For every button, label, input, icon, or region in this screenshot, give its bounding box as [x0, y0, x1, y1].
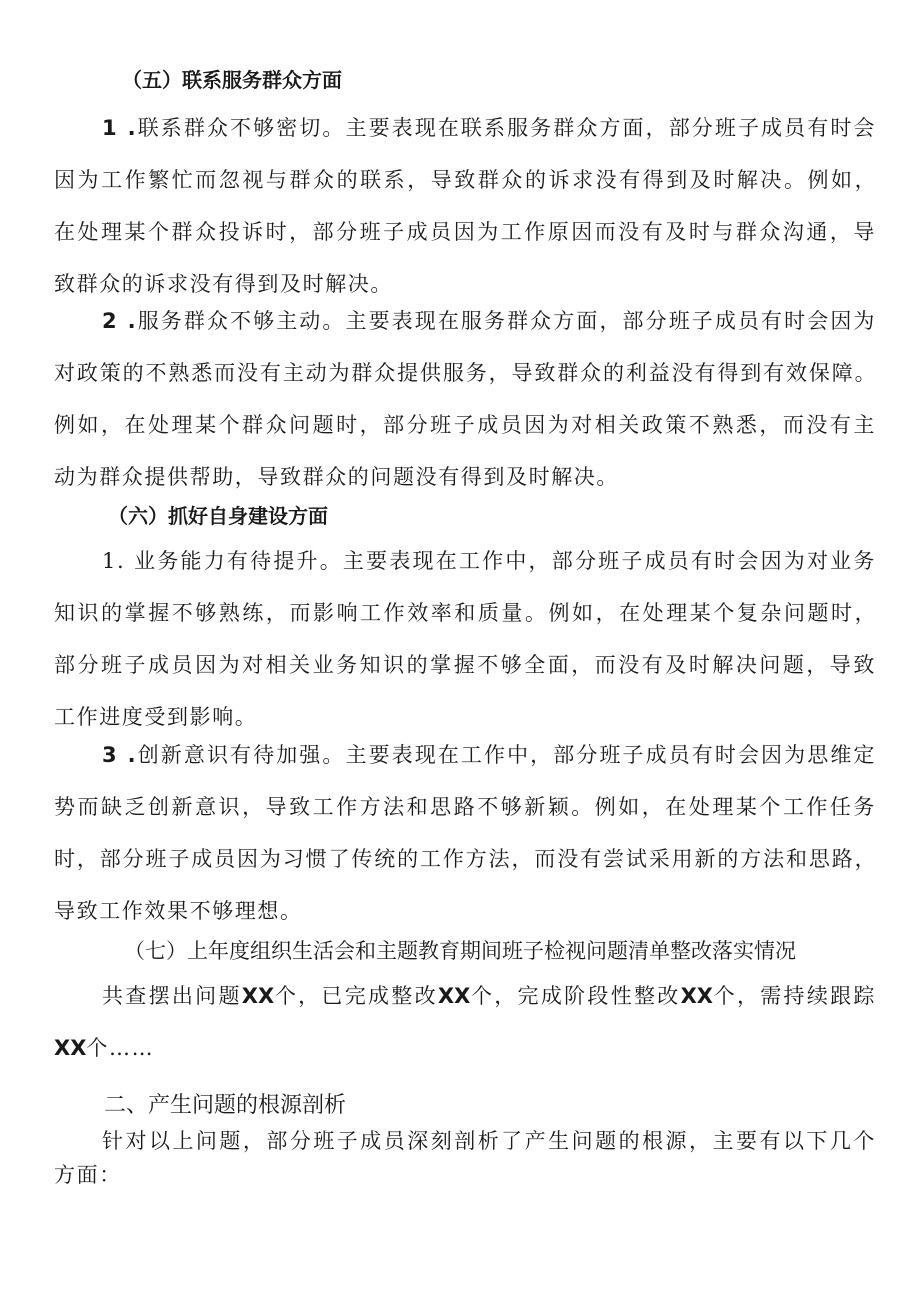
paragraph-line: 对政策的不熟悉而没有主动为群众提供服务，导致群众的利益没有得到有效保障。: [54, 361, 876, 385]
paragraph-3: [54, 548, 876, 756]
paragraph-line: 3 .创新意识有待加强。主要表现在工作中，部分班子成员有时会因为思维定: [102, 743, 877, 767]
paragraph-line: 在处理某个群众投诉时，部分班子成员因为工作原因而没有及时与群众沟通，导: [54, 220, 876, 244]
item-number: 1 .: [102, 116, 138, 140]
item-number: 2 .: [102, 309, 138, 333]
paragraph-line: 1. 业务能力有待提升。主要表现在工作中，部分班子成员有时会因为对业务: [102, 549, 876, 573]
paragraph-4: [54, 742, 876, 950]
paragraph-line: 工作进度受到影响。: [54, 705, 258, 729]
heading-section-6: （六）抓好自身建设方面: [108, 504, 328, 528]
paragraph-line: 2 .服务群众不够主动。主要表现在服务群众方面，部分班子成员有时会因为: [102, 309, 877, 333]
item-number: 3 .: [102, 743, 138, 767]
section-2-title: 二、产生问题的根源剖析: [104, 1093, 347, 1118]
paragraph-1: [54, 115, 876, 323]
paragraph-2: [54, 308, 876, 516]
paragraph-line: 针对以上问题，部分班子成员深刻剖析了产生问题的根源，主要有以下几个: [102, 1129, 876, 1153]
count-placeholder: XX: [680, 984, 713, 1008]
paragraph-line: 知识的掌握不够熟练，而影响工作效率和质量。例如，在处理某个复杂问题时，: [54, 601, 876, 625]
paragraph-line: 方面：: [54, 1163, 122, 1187]
heading-section-7: （七）上年度组织生活会和主题教育期间班子检视问题清单整改落实情况: [124, 939, 796, 963]
paragraph-line: 动为群众提供帮助，导致群众的问题没有得到及时解决。: [54, 465, 619, 489]
paragraph-line: 时，部分班子成员因为习惯了传统的工作方法，而没有尝试采用新的方法和思路，: [54, 847, 876, 871]
paragraph-line: 例如，在处理某个群众问题时，部分班子成员因为对相关政策不熟悉，而没有主: [54, 413, 876, 437]
count-placeholder: XX: [437, 984, 471, 1008]
paragraph-line: 因为工作繁忙而忽视与群众的联系，导致群众的诉求没有得到及时解决。例如，: [54, 168, 876, 192]
paragraph-line: 部分班子成员因为对相关业务知识的掌握不够全面，而没有及时解决问题，导致: [54, 653, 876, 677]
paragraph-line: 共查摆出问题XX个，已完成整改XX个，完成阶段性整改XX个，需持续跟踪: [102, 984, 877, 1008]
paragraph-line: 致群众的诉求没有得到及时解决。: [54, 272, 393, 296]
count-placeholder: XX: [241, 984, 275, 1008]
paragraph-line: 导致工作效果不够理想。: [54, 899, 303, 923]
count-placeholder: XX: [54, 1036, 87, 1060]
paragraph-5: [54, 983, 876, 1087]
paragraph-line: 势而缺乏创新意识，导致工作方法和思路不够新颖。例如，在处理某个工作任务: [54, 795, 876, 819]
paragraph-line: 1 .联系群众不够密切。主要表现在联系服务群众方面，部分班子成员有时会: [102, 116, 877, 140]
paragraph-line: XX个……: [54, 1036, 155, 1060]
heading-section-5: （五）联系服务群众方面: [122, 68, 342, 92]
paragraph-6: [54, 1124, 876, 1192]
